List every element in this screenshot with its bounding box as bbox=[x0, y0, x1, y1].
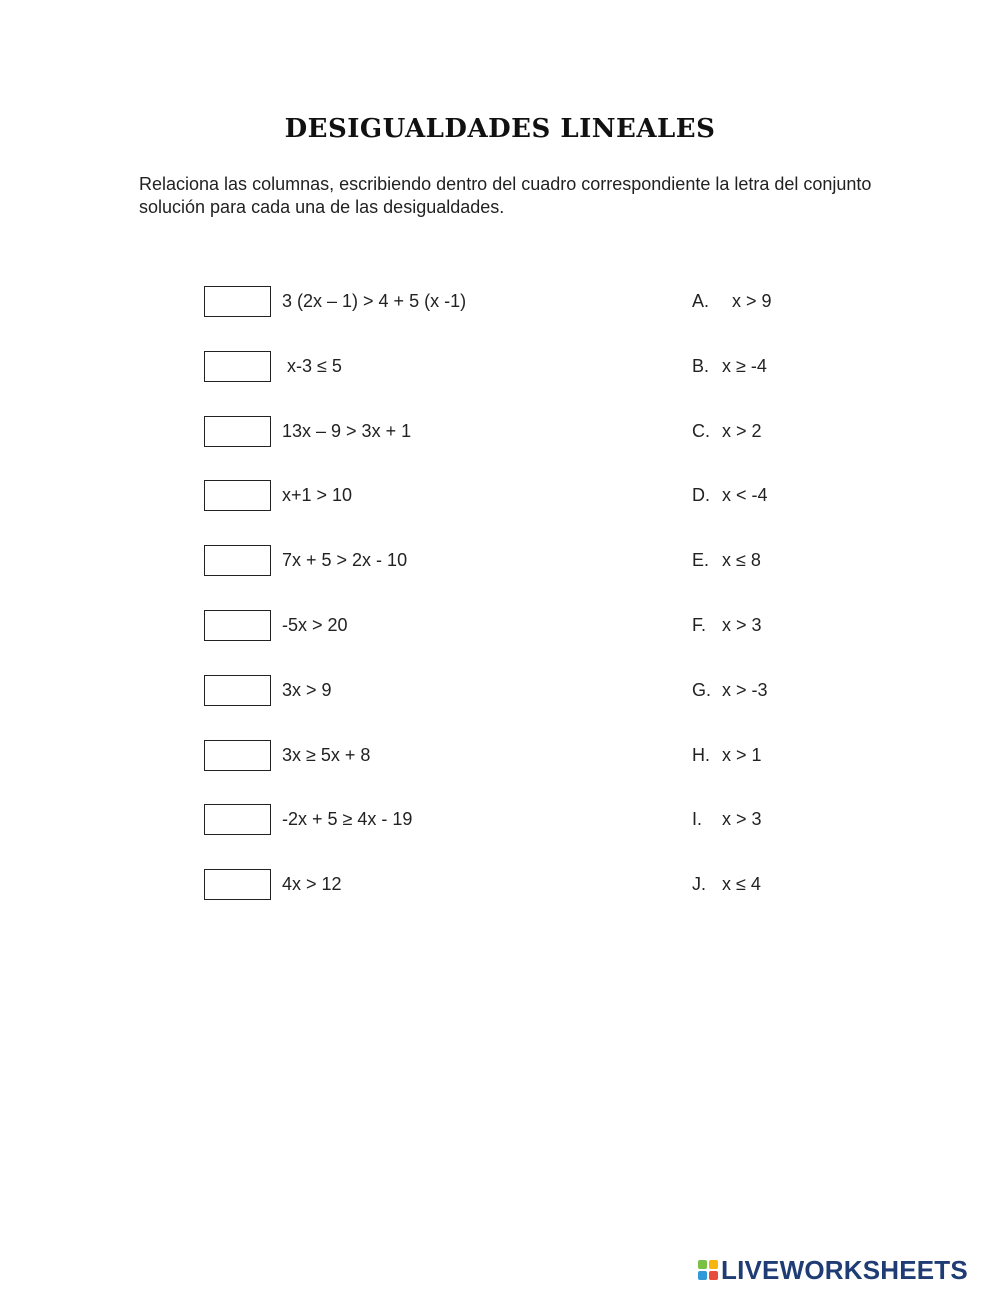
exercise-row bbox=[0, 610, 1000, 644]
exercise-row bbox=[0, 869, 1000, 903]
option-letter: A. bbox=[692, 291, 710, 311]
option-text: x > 2 bbox=[722, 421, 762, 441]
solution-option bbox=[692, 680, 768, 701]
inequality-text: 7x + 5 > 2x - 10 bbox=[282, 550, 408, 570]
logo-text: LIVEWORKSHEETS bbox=[721, 1254, 968, 1285]
solution-option bbox=[692, 550, 761, 571]
answer-box[interactable] bbox=[204, 869, 271, 900]
instructions-text: Relaciona las columnas, escribiendo dentro del cuadro correspondiente la letra del conjunto solución para cada una de las desigualdades. bbox=[139, 174, 872, 217]
answer-box[interactable] bbox=[204, 804, 271, 835]
inequality-text: 3 (2x – 1) > 4 + 5 (x -1) bbox=[282, 291, 467, 311]
inequality-text: -5x > 20 bbox=[282, 615, 348, 635]
inequality-text: x+1 > 10 bbox=[282, 485, 353, 505]
exercise-row bbox=[0, 675, 1000, 709]
option-letter: H. bbox=[692, 745, 710, 765]
solution-option bbox=[692, 615, 762, 636]
answer-box[interactable] bbox=[204, 286, 271, 317]
exercise-row bbox=[0, 480, 1000, 514]
answer-box[interactable] bbox=[204, 610, 271, 641]
answer-box[interactable] bbox=[204, 416, 271, 447]
solution-option bbox=[692, 356, 767, 377]
answer-box[interactable] bbox=[204, 351, 271, 382]
option-letter: B. bbox=[692, 356, 710, 376]
option-letter: E. bbox=[692, 550, 710, 570]
option-letter: G. bbox=[692, 680, 712, 700]
solution-option bbox=[692, 291, 772, 312]
exercise-row bbox=[0, 740, 1000, 774]
exercise-row bbox=[0, 351, 1000, 385]
option-letter: F. bbox=[692, 615, 707, 635]
solution-option bbox=[692, 485, 768, 506]
inequality-text: 3x > 9 bbox=[282, 680, 332, 700]
answer-box[interactable] bbox=[204, 675, 271, 706]
inequality-text: x-3 ≤ 5 bbox=[282, 356, 342, 376]
answer-box[interactable] bbox=[204, 740, 271, 771]
exercise-row bbox=[0, 286, 1000, 320]
option-text: x > -3 bbox=[722, 680, 768, 700]
inequality-text: -2x + 5 ≥ 4x - 19 bbox=[282, 809, 413, 829]
solution-option bbox=[692, 809, 762, 830]
liveworksheets-logo-icon bbox=[698, 1260, 718, 1280]
inequality-text: 3x ≥ 5x + 8 bbox=[282, 745, 371, 765]
option-text: x ≤ 4 bbox=[722, 874, 761, 894]
solution-option bbox=[692, 421, 762, 442]
exercise-row bbox=[0, 416, 1000, 450]
option-text: x < -4 bbox=[722, 485, 768, 505]
exercise-row bbox=[0, 545, 1000, 579]
inequality-text: 13x – 9 > 3x + 1 bbox=[282, 421, 412, 441]
answer-box[interactable] bbox=[204, 480, 271, 511]
solution-option bbox=[692, 874, 761, 895]
option-letter: C. bbox=[692, 421, 710, 441]
option-text: x > 9 bbox=[722, 291, 772, 311]
option-letter: J. bbox=[692, 874, 707, 894]
exercise-row bbox=[0, 804, 1000, 838]
inequality-text: 4x > 12 bbox=[282, 874, 342, 894]
option-letter: D. bbox=[692, 485, 710, 505]
option-text: x > 3 bbox=[722, 615, 762, 635]
solution-option bbox=[692, 745, 762, 766]
option-text: x ≤ 8 bbox=[722, 550, 761, 570]
option-text: x ≥ -4 bbox=[722, 356, 767, 376]
option-letter: I. bbox=[692, 809, 703, 829]
liveworksheets-logo bbox=[698, 1256, 968, 1284]
answer-box[interactable] bbox=[204, 545, 271, 576]
page-title: DESIGUALDADES LINEALES bbox=[284, 114, 716, 144]
option-text: x > 1 bbox=[722, 745, 762, 765]
option-text: x > 3 bbox=[722, 809, 762, 829]
